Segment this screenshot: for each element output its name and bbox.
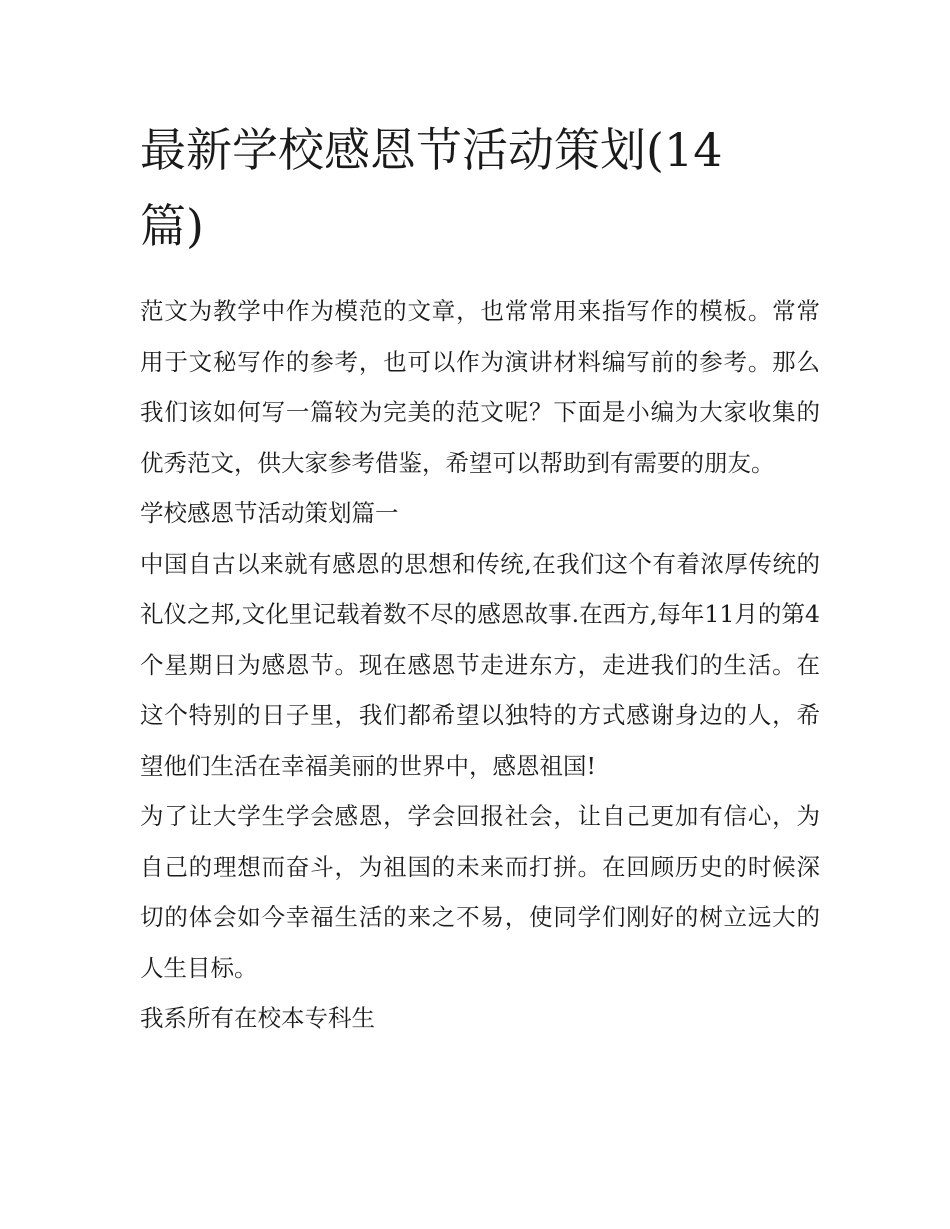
document-title <box>140 112 800 264</box>
body-paragraph-3: 我系所有在校本专科生 <box>140 1004 375 1032</box>
document-body <box>140 112 820 1044</box>
intro-paragraph: 范文为教学中作为模范的文章，也常常用来指写作的模板。常常用于文秘写作的参考，也可以作为演讲材料编写前的参考。那么我们该如何写一篇较为完美的范文呢？下面是小编为大家收集的优秀范文，供大家参考借鉴，希望可以帮助到有需要的朋友。 <box>140 297 820 477</box>
body-paragraph-2: 为了让大学生学会感恩，学会回报社会，让自己更加有信心，为自己的理想而奋斗，为祖国的未来而打拼。在回顾历史的时候深切的体会如今幸福生活的来之不易，使同学们刚好的树立远大的人生目标。 <box>140 802 820 982</box>
body-paragraph-1: 中国自古以来就有感恩的思想和传统,在我们这个有着浓厚传统的礼仪之邦,文化里记载着数不尽的感恩故事.在西方,每年11月的第4个星期日为感恩节。现在感恩节走进东方，走进我们的生活。在这个特别的日子里，我们都希望以独特的方式感谢身边的人，希望他们生活在幸福美丽的世界中，感恩祖国! <box>140 549 820 780</box>
title-main: 最新学校感恩节活动策划(14 <box>140 123 723 177</box>
section-heading: 学校感恩节活动策划篇一 <box>140 499 399 527</box>
title-tail: 篇) <box>140 199 204 253</box>
